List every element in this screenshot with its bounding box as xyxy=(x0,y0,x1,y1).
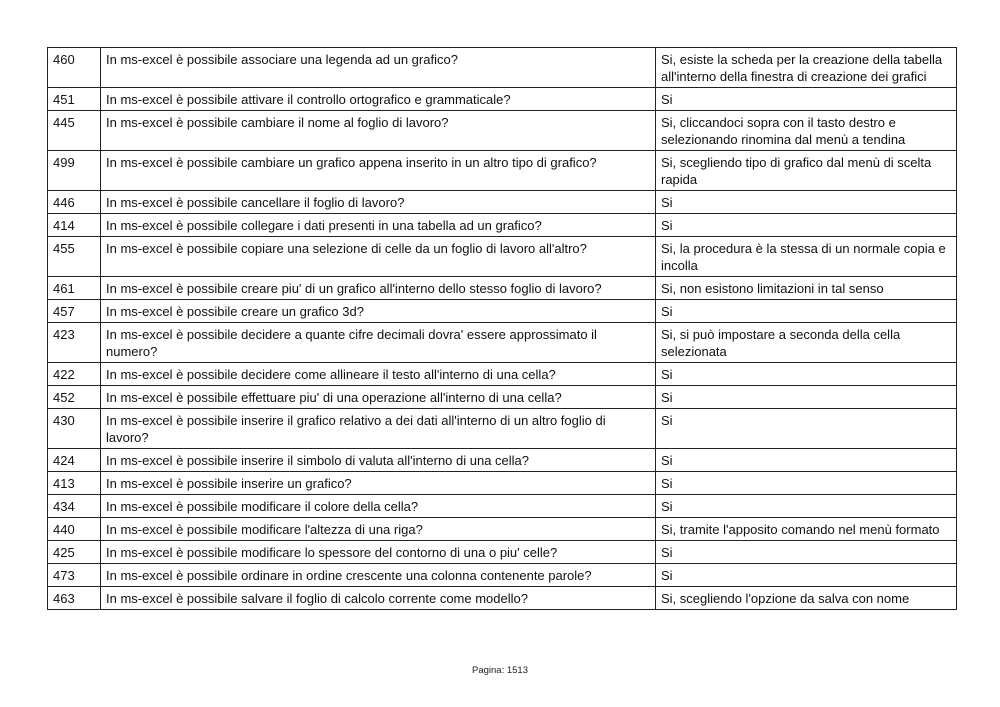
question-id-cell: 452 xyxy=(48,386,101,409)
question-cell: In ms-excel è possibile salvare il foglio di calcolo corrente come modello? xyxy=(101,587,656,610)
answer-cell: Si, cliccandoci sopra con il tasto destro e selezionando rinomina dal menù a tendina xyxy=(656,111,957,151)
table-row xyxy=(48,151,957,191)
answer-cell: Si, non esistono limitazioni in tal senso xyxy=(656,277,957,300)
question-id-cell: 422 xyxy=(48,363,101,386)
question-cell: In ms-excel è possibile decidere come allineare il testo all'interno di una cella? xyxy=(101,363,656,386)
table-row xyxy=(48,214,957,237)
table-row xyxy=(48,237,957,277)
question-cell: In ms-excel è possibile creare un grafico 3d? xyxy=(101,300,656,323)
question-cell: In ms-excel è possibile modificare il colore della cella? xyxy=(101,495,656,518)
question-cell: In ms-excel è possibile creare piu' di un grafico all'interno dello stesso foglio di lavoro? xyxy=(101,277,656,300)
table-row xyxy=(48,111,957,151)
table-row xyxy=(48,472,957,495)
answer-cell: Si xyxy=(656,541,957,564)
answer-cell: Si xyxy=(656,88,957,111)
table-row xyxy=(48,88,957,111)
question-cell: In ms-excel è possibile collegare i dati presenti in una tabella ad un grafico? xyxy=(101,214,656,237)
question-cell: In ms-excel è possibile effettuare piu' di una operazione all'interno di una cella? xyxy=(101,386,656,409)
question-id-cell: 413 xyxy=(48,472,101,495)
page-number: Pagina: 1513 xyxy=(472,665,528,676)
table-row xyxy=(48,48,957,88)
qa-table-body xyxy=(48,48,957,610)
page-footer xyxy=(0,665,1000,676)
question-cell: In ms-excel è possibile associare una legenda ad un grafico? xyxy=(101,48,656,88)
question-id-cell: 461 xyxy=(48,277,101,300)
question-id-cell: 463 xyxy=(48,587,101,610)
table-row xyxy=(48,386,957,409)
question-cell: In ms-excel è possibile cancellare il foglio di lavoro? xyxy=(101,191,656,214)
question-id-cell: 455 xyxy=(48,237,101,277)
question-cell: In ms-excel è possibile modificare lo spessore del contorno di una o piu' celle? xyxy=(101,541,656,564)
question-cell: In ms-excel è possibile ordinare in ordine crescente una colonna contenente parole? xyxy=(101,564,656,587)
answer-cell: Si xyxy=(656,409,957,449)
table-row xyxy=(48,191,957,214)
table-row xyxy=(48,409,957,449)
question-cell: In ms-excel è possibile decidere a quante cifre decimali dovra' essere approssimato il numero? xyxy=(101,323,656,363)
question-id-cell: 499 xyxy=(48,151,101,191)
answer-cell: Si, tramite l'apposito comando nel menù formato xyxy=(656,518,957,541)
answer-cell: Si, la procedura è la stessa di un normale copia e incolla xyxy=(656,237,957,277)
table-row xyxy=(48,363,957,386)
question-cell: In ms-excel è possibile modificare l'altezza di una riga? xyxy=(101,518,656,541)
answer-cell: Si xyxy=(656,495,957,518)
question-id-cell: 440 xyxy=(48,518,101,541)
answer-cell: Si, esiste la scheda per la creazione della tabella all'interno della finestra di creazione dei grafici xyxy=(656,48,957,88)
question-id-cell: 414 xyxy=(48,214,101,237)
question-id-cell: 446 xyxy=(48,191,101,214)
table-row xyxy=(48,541,957,564)
table-row xyxy=(48,495,957,518)
answer-cell: Si xyxy=(656,191,957,214)
answer-cell: Si xyxy=(656,300,957,323)
table-row xyxy=(48,300,957,323)
question-id-cell: 457 xyxy=(48,300,101,323)
answer-cell: Si xyxy=(656,386,957,409)
question-id-cell: 434 xyxy=(48,495,101,518)
question-id-cell: 473 xyxy=(48,564,101,587)
answer-cell: Si xyxy=(656,564,957,587)
table-row xyxy=(48,587,957,610)
answer-cell: Si, si può impostare a seconda della cella selezionata xyxy=(656,323,957,363)
table-row xyxy=(48,518,957,541)
answer-cell: Si xyxy=(656,363,957,386)
question-id-cell: 425 xyxy=(48,541,101,564)
question-id-cell: 430 xyxy=(48,409,101,449)
question-id-cell: 445 xyxy=(48,111,101,151)
qa-table xyxy=(47,47,957,610)
answer-cell: Si xyxy=(656,472,957,495)
question-id-cell: 451 xyxy=(48,88,101,111)
table-row xyxy=(48,323,957,363)
question-id-cell: 460 xyxy=(48,48,101,88)
question-cell: In ms-excel è possibile cambiare il nome al foglio di lavoro? xyxy=(101,111,656,151)
answer-cell: Si, scegliendo tipo di grafico dal menù di scelta rapida xyxy=(656,151,957,191)
question-cell: In ms-excel è possibile inserire il simbolo di valuta all'interno di una cella? xyxy=(101,449,656,472)
question-cell: In ms-excel è possibile cambiare un grafico appena inserito in un altro tipo di grafico? xyxy=(101,151,656,191)
question-id-cell: 424 xyxy=(48,449,101,472)
question-cell: In ms-excel è possibile copiare una selezione di celle da un foglio di lavoro all'altro? xyxy=(101,237,656,277)
table-row xyxy=(48,277,957,300)
question-cell: In ms-excel è possibile inserire un grafico? xyxy=(101,472,656,495)
answer-cell: Si xyxy=(656,449,957,472)
answer-cell: Si xyxy=(656,214,957,237)
table-row xyxy=(48,564,957,587)
question-cell: In ms-excel è possibile inserire il grafico relativo a dei dati all'interno di un altro foglio di lavoro? xyxy=(101,409,656,449)
table-row xyxy=(48,449,957,472)
answer-cell: Si, scegliendo l'opzione da salva con nome xyxy=(656,587,957,610)
question-cell: In ms-excel è possibile attivare il controllo ortografico e grammaticale? xyxy=(101,88,656,111)
question-id-cell: 423 xyxy=(48,323,101,363)
